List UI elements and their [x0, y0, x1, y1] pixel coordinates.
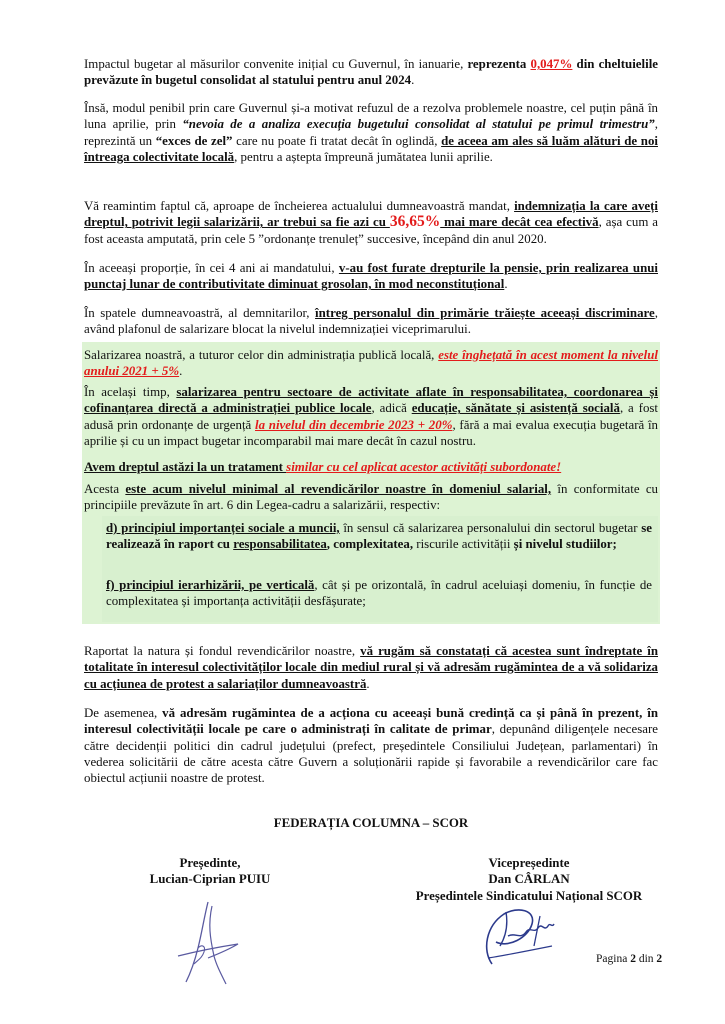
principle-d	[106, 520, 652, 553]
emphasis-phrase: indemnizația la care aveți dreptul, potrivit legii salarizării, ar trebui sa fie azi cu	[84, 199, 658, 230]
emphasis-phrase: vă adresăm rugămintea de a acționa cu aceeași bună credință ca și până în prezent, în interesul colectivității locale pe care o administrați în calitate de primar	[84, 706, 658, 737]
text-run: , așa cum a fost aceasta amputată, prin cele 5 ”ordonanțe trenuleț” succesive, începând din anul 2020.	[84, 215, 659, 246]
paragraph-staff-discrimination	[84, 305, 658, 338]
emphasis-phrase: similar cu cel aplicat acestor activități subordonate!	[286, 460, 562, 474]
text-run: din cheltuielile prevăzute în bugetul consolidat al statului pentru anul 2024	[84, 57, 658, 88]
text-run: .	[411, 73, 415, 88]
text-run: în conformitate cu principiile prevăzute în art. 6 din Legea-cadru a salarizării, respectiv:	[84, 482, 658, 513]
emphasis-phrase: educație, sănătate și asistență socială	[411, 401, 620, 416]
paragraph-other-sectors	[84, 384, 658, 449]
emphasis-phrase: este înghețată în acest moment la nivelul anului 2021 + 5%	[84, 348, 658, 379]
text-run: care nu poate fi tratat decât în oglindă,	[232, 133, 442, 148]
percent-figure: 0,047%	[530, 57, 573, 71]
text-run: Impactul bugetar al măsurilor convenite inițial cu Guvernul, în ianuarie,	[84, 57, 468, 71]
right-signature-image	[478, 902, 560, 974]
text-run: Acesta	[84, 482, 126, 496]
text-run: și nivelul studiilor;	[513, 537, 617, 552]
text-run: , adică	[371, 401, 412, 416]
signatory-name: Dan CÂRLAN	[488, 872, 570, 887]
text-run: De asemenea,	[84, 706, 163, 720]
federation-title: FEDERAȚIA COLUMNA – SCOR	[273, 816, 469, 830]
text-run: În același timp,	[84, 385, 177, 399]
paragraph-government-refusal	[84, 100, 658, 165]
page-prefix: Pagina	[596, 953, 631, 965]
text-run: Însă, modul penibil prin care Guvernul și-a motivat refuzul de a rezolva problemele noastre, cel puțin până în luna aprilie, prin	[84, 101, 658, 132]
text-run: , complexitatea,	[326, 537, 414, 552]
text-run: Salarizarea noastră, a tuturor celor din administrația publică locală,	[84, 348, 439, 362]
emphasis-phrase: este acum nivelul minimal al revendicărilor noastre în domeniul salarial,	[125, 482, 552, 496]
text-run: În spatele dumneavoastră, al demnitarilor,	[84, 306, 316, 320]
text-run: În aceeași proporție, în cei 4 ani ai mandatului,	[84, 261, 339, 275]
emphasis-phrase: mai mare decât cea efectivă	[440, 215, 599, 230]
quoted-phrase: “nevoia de a analiza execuția bugetului consolidat al statului pe primul trimestru”	[182, 117, 655, 132]
emphasis-phrase: v-au fost furate drepturile la pensie, prin realizarea unui punctaj lunar de contributivitate diminuat grosolan, în mod neconstituțional	[84, 261, 658, 292]
paragraph-pension-rights	[84, 260, 658, 293]
paragraph-solidarity-request	[84, 643, 658, 692]
page-current: 2	[630, 953, 636, 965]
text-run: , pentru a aștepta împreună jumătatea lunii aprilie.	[234, 149, 493, 164]
paragraph-equal-treatment	[84, 459, 658, 475]
emphasis-phrase: responsabilitatea	[233, 537, 327, 552]
signatory-title: Președintele Sindicatului Național SCOR	[415, 888, 643, 903]
page-number	[596, 953, 662, 965]
text-run: riscurile activității	[413, 537, 514, 552]
text-run: , având plafonul de salarizare blocat la nivelul indemnizației viceprimarului.	[84, 306, 658, 337]
emphasis-phrase: Avem dreptul astăzi la un tratament	[84, 460, 287, 474]
text-run: Raportat la natura și fondul revendicărilor noastre,	[84, 644, 361, 658]
principle-f	[106, 577, 652, 610]
principle-title: f) principiul ierarhizării, pe verticală	[106, 578, 315, 592]
paragraph-mandate-indemnity	[84, 198, 658, 247]
text-run: , depunând diligențele necesare către decidenții politici din cadrul județului (prefect, președintele Consiliului Județean, parlamentari) în vederea solicitării de către acesta către Guvern a soluționării rapide și favorabile a revendicărilor care fac obiectul acțiunii noastre de protest.	[84, 722, 658, 786]
text-run: , fără a mai evalua execuția bugetară în aprilie și cu un impact bugetar incomparabil mai mare decât în cazul nostru.	[84, 417, 659, 448]
text-run: , cât și pe orizontală, în cadrul aceluiași domeniu, în funcție de complexitatea și importanța activității desfășurate;	[106, 578, 652, 609]
percent-figure: 36,65%	[389, 213, 441, 231]
text-run: se realizează în raport cu	[106, 521, 652, 552]
left-signatory	[110, 855, 310, 888]
text-run: , reprezintă un	[84, 117, 658, 148]
emphasis-phrase: întreg personalul din primărie trăiește aceeași discriminare	[315, 306, 655, 320]
principle-title: d) principiul importanței sociale a muncii,	[106, 521, 340, 535]
left-signature-image	[168, 898, 248, 990]
text-run: Vă reamintim faptul că, aproape de încheierea actualului dumneavoastră mandat,	[84, 199, 515, 213]
emphasis-phrase: de aceea am ales să luăm alături de noi întreaga colectivitate locală	[84, 133, 658, 164]
paragraph-budget-impact	[84, 56, 658, 89]
emphasis-phrase: vă rugăm să constatați că acestea sunt îndreptate în totalitate în interesul colectivităților locale din mediul rural și vă adresăm rugămintea de a vă solidariza cu acțiunea de protest a salariaților dumneavoastră	[84, 644, 659, 691]
page-mid: din	[635, 953, 657, 965]
text-run: , a fost adusă prin ordonanțe de urgență	[84, 401, 658, 432]
paragraph-good-faith-request	[84, 705, 658, 786]
emphasis-phrase: la nivelul din decembrie 2023 + 20%	[255, 417, 453, 432]
text-run: reprezenta	[467, 57, 531, 71]
paragraph-salary-frozen	[84, 347, 658, 380]
emphasis-phrase: salarizarea pentru sectoare de activitate aflate în responsabilitatea, coordonarea și cofinanțarea directă a administrației publice locale	[84, 385, 658, 416]
right-signatory	[388, 855, 670, 904]
signatory-role: Președinte,	[179, 856, 241, 870]
signatory-name: Lucian-Ciprian PUIU	[149, 872, 271, 887]
text-run: în sensul că salarizarea personalului din sectorul bugetar	[339, 521, 642, 535]
text-run: .	[179, 364, 183, 379]
page-total: 2	[656, 953, 663, 965]
quoted-phrase: “exces de zel”	[155, 133, 233, 148]
paragraph-minimal-demands	[84, 481, 658, 514]
text-run: .	[366, 676, 370, 691]
signatory-role: Vicepreședinte	[488, 856, 570, 870]
text-run: .	[504, 277, 508, 292]
